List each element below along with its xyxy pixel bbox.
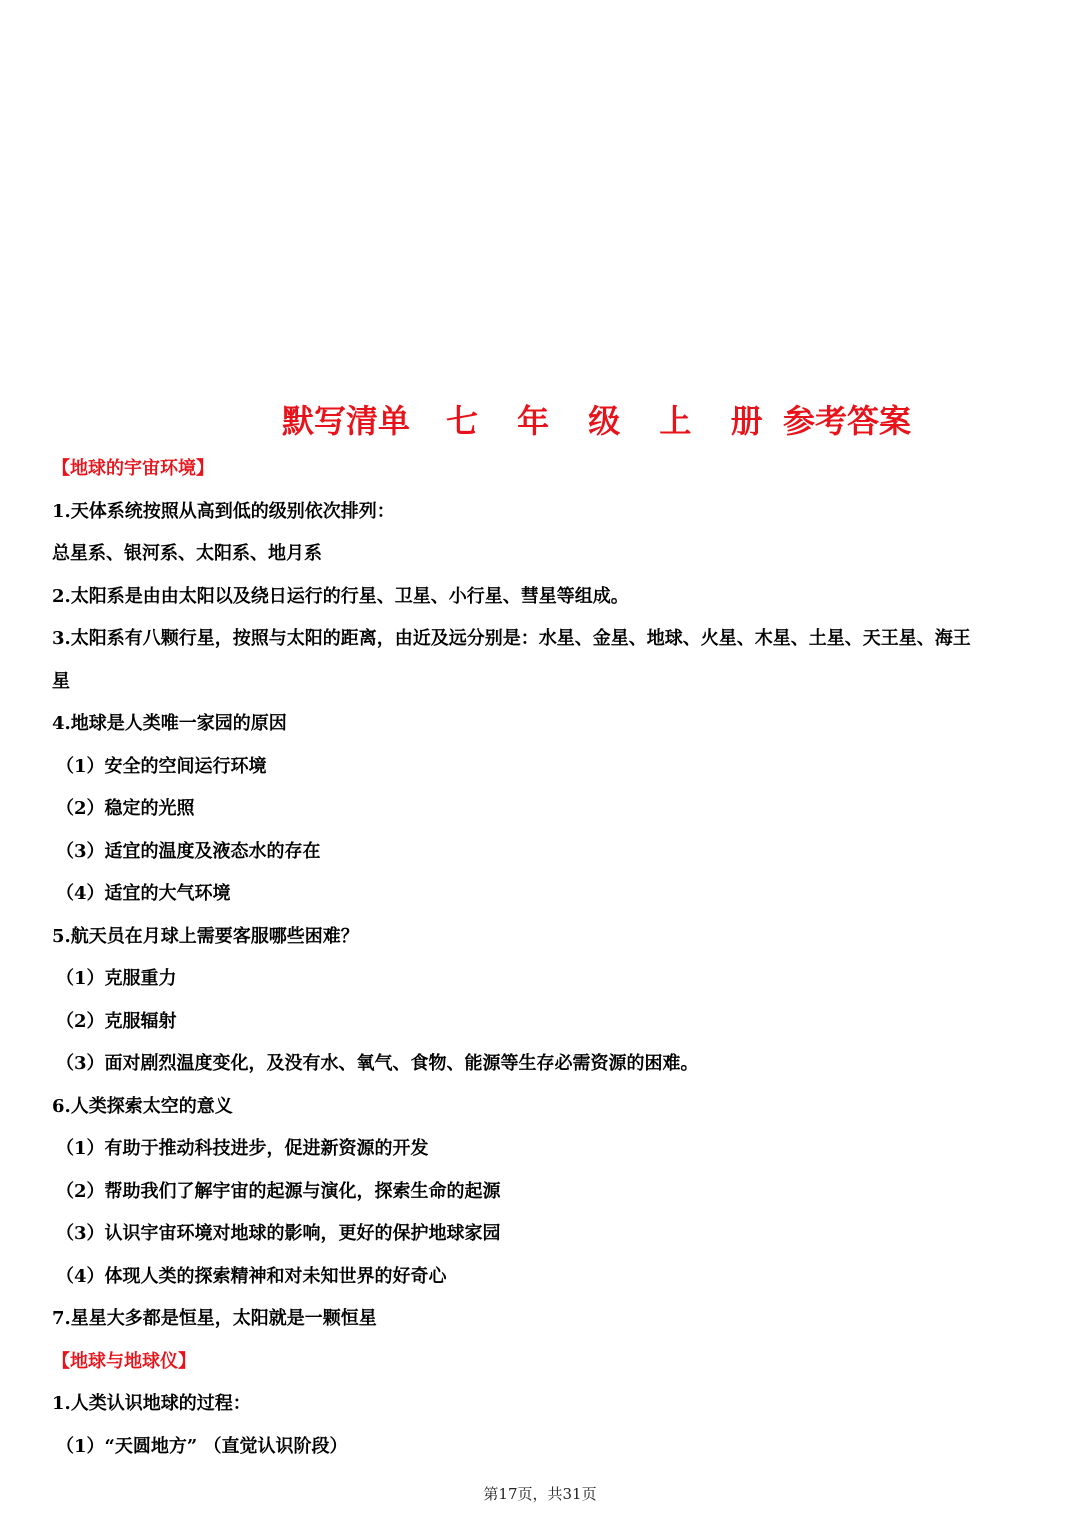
globe-item-1-question: 1.人类认识地球的过程： (52, 1393, 251, 1414)
item-6-point-3: （3）认识宇宙环境对地球的影响，更好的保护地球家园 (56, 1223, 501, 1244)
item-7: 7.星星大多都是恒星，太阳就是一颗恒星 (52, 1308, 377, 1329)
section-heading-earth-cosmic-environment: 【地球的宇宙环境】 (52, 458, 214, 479)
item-5-point-2: （2）克服辐射 (56, 1010, 177, 1032)
item-5-point-1: （1）克服重力 (56, 968, 177, 989)
item-6-point-2: （2）帮助我们了解宇宙的起源与演化，探索生命的起源 (56, 1180, 501, 1202)
item-1-answer: 总星系、银河系、太阳系、地月系 (52, 543, 322, 564)
page-title (0, 396, 1080, 446)
item-4-point-4: （4）适宜的大气环境 (56, 883, 231, 904)
item-6-question: 6.人类探索太空的意义 (52, 1095, 233, 1117)
item-6-point-1: （1）有助于推动科技进步，促进新资源的开发 (56, 1138, 429, 1159)
item-5-question: 5.航天员在月球上需要客服哪些困难？ (52, 925, 359, 947)
document-body (52, 448, 1032, 1468)
item-4-point-3: （3）适宜的温度及液态水的存在 (56, 840, 321, 862)
item-6-point-4: （4）体现人类的探索精神和对未知世界的好奇心 (56, 1265, 447, 1287)
page-number-footer: 第17页，共31页 (483, 1485, 597, 1503)
title-grade: 七 年 级 上 册 (446, 402, 777, 440)
item-4-point-1: （1）安全的空间运行环境 (56, 755, 267, 777)
item-4-point-2: （2）稳定的光照 (56, 798, 195, 819)
title-answer: 参考答案 (783, 402, 912, 440)
item-3-continuation: 星 (52, 670, 70, 692)
item-4-question: 4.地球是人类唯一家园的原因 (52, 713, 287, 734)
item-3: 3.太阳系有八颗行星，按照与太阳的距离，由近及远分别是：水星、金星、地球、火星、木星、土星、天王星、海王 (52, 628, 971, 649)
item-1-question: 1.天体系统按照从高到低的级别依次排列： (52, 500, 395, 522)
item-5-point-3: （3）面对剧烈温度变化，及没有水、氧气、食物、能源等生存必需资源的困难。 (56, 1053, 699, 1074)
title-main: 默写清单 (282, 402, 411, 440)
globe-item-1-point-1: （1）“天圆地方” （直觉认识阶段） (56, 1435, 348, 1457)
section-heading-earth-and-globe: 【地球与地球仪】 (52, 1350, 196, 1372)
item-2: 2.太阳系是由由太阳以及绕日运行的行星、卫星、小行星、彗星等组成。 (52, 585, 629, 607)
